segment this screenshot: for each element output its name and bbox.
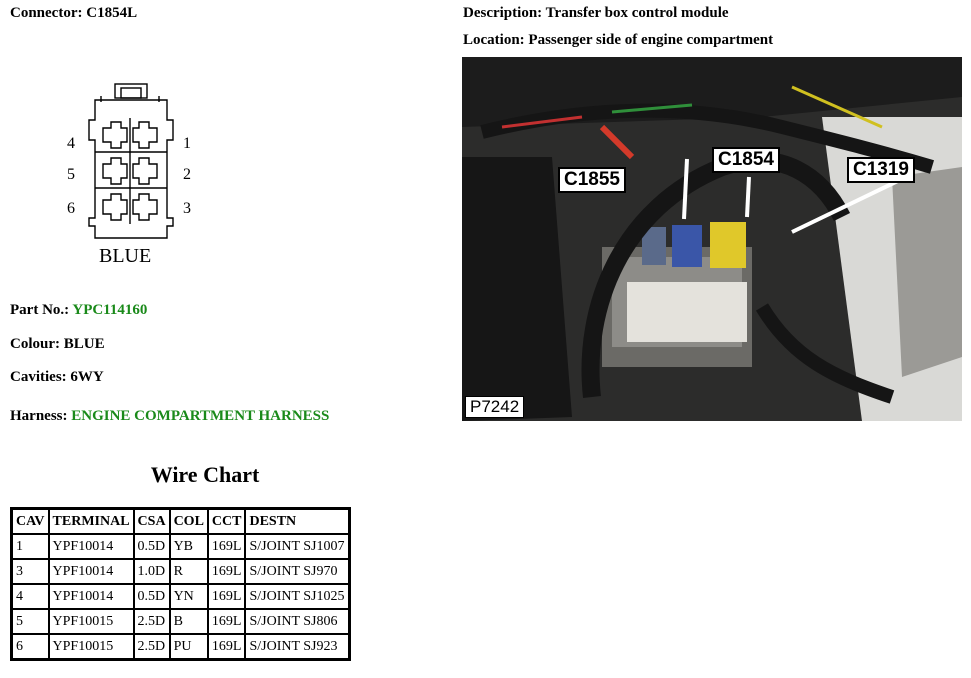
cell-col: PU — [170, 634, 208, 660]
cavities-line — [10, 369, 104, 386]
part-number-label: Part No.: — [10, 302, 70, 318]
cell-cct: 169L — [208, 559, 246, 584]
cell-cav: 1 — [12, 534, 49, 559]
colour-line — [10, 336, 105, 353]
pin-label-5: 5 — [67, 166, 75, 183]
wire-chart-title: Wire Chart — [150, 462, 260, 487]
pin-label-6: 6 — [67, 200, 75, 217]
cell-csa: 1.0D — [134, 559, 170, 584]
cell-terminal: YPF10015 — [49, 609, 134, 634]
colour-value: BLUE — [63, 336, 105, 352]
header-terminal: TERMINAL — [49, 509, 134, 535]
cavities-label: Cavities: — [10, 369, 67, 385]
callout-c1319: C1319 — [847, 157, 915, 183]
cell-terminal: YPF10014 — [49, 534, 134, 559]
connector-heading — [10, 5, 137, 22]
engine-bay-illustration — [462, 57, 962, 421]
cell-col: B — [170, 609, 208, 634]
location-line — [463, 32, 773, 49]
cell-csa: 0.5D — [134, 584, 170, 609]
pin-label-2: 2 — [183, 166, 191, 183]
description-value: Transfer box control module — [545, 5, 729, 21]
cell-col: YB — [170, 534, 208, 559]
cell-csa: 2.5D — [134, 609, 170, 634]
header-csa: CSA — [134, 509, 170, 535]
cell-csa: 2.5D — [134, 634, 170, 660]
cell-cav: 4 — [12, 584, 49, 609]
harness-line — [10, 408, 329, 425]
pin-label-1: 1 — [183, 135, 191, 152]
cell-cav: 6 — [12, 634, 49, 660]
table-row — [12, 534, 350, 559]
cell-destn: S/JOINT SJ1025 — [245, 584, 349, 609]
part-number-value: YPC114160 — [72, 302, 148, 318]
part-number-line — [10, 302, 147, 319]
cell-destn: S/JOINT SJ806 — [245, 609, 349, 634]
cell-cav: 5 — [12, 609, 49, 634]
location-photo — [462, 57, 962, 421]
cell-terminal: YPF10014 — [49, 584, 134, 609]
location-label: Location: — [463, 32, 525, 48]
colour-label: Colour: — [10, 336, 60, 352]
cavities-value: 6WY — [70, 369, 104, 385]
cell-cct: 169L — [208, 634, 246, 660]
header-col: COL — [170, 509, 208, 535]
cell-cct: 169L — [208, 584, 246, 609]
harness-label: Harness: — [10, 408, 68, 424]
description-line — [463, 5, 729, 22]
header-cct: CCT — [208, 509, 246, 535]
callout-c1854: C1854 — [712, 147, 780, 173]
wire-chart-table — [10, 507, 351, 661]
cell-cct: 169L — [208, 609, 246, 634]
pin-label-4: 4 — [67, 135, 75, 152]
connector-colour-label: BLUE — [99, 245, 152, 267]
header-destn: DESTN — [245, 509, 349, 535]
cell-cct: 169L — [208, 534, 246, 559]
connector-value: C1854L — [86, 5, 138, 21]
cell-destn: S/JOINT SJ1007 — [245, 534, 349, 559]
cell-cav: 3 — [12, 559, 49, 584]
table-header-row — [12, 509, 350, 535]
cell-terminal: YPF10015 — [49, 634, 134, 660]
callout-c1855: C1855 — [558, 167, 626, 193]
cell-destn: S/JOINT SJ923 — [245, 634, 349, 660]
cell-terminal: YPF10014 — [49, 559, 134, 584]
header-cav: CAV — [12, 509, 49, 535]
table-row — [12, 584, 350, 609]
harness-value: ENGINE COMPARTMENT HARNESS — [71, 408, 330, 424]
pin-label-3: 3 — [183, 200, 191, 217]
location-value: Passenger side of engine compartment — [528, 32, 774, 48]
photo-reference-code: P7242 — [465, 396, 524, 418]
cell-csa: 0.5D — [134, 534, 170, 559]
cell-destn: S/JOINT SJ970 — [245, 559, 349, 584]
table-row — [12, 609, 350, 634]
description-label: Description: — [463, 5, 543, 21]
cell-col: YN — [170, 584, 208, 609]
connector-face-drawing — [55, 78, 205, 273]
table-row — [12, 634, 350, 660]
connector-pinout-diagram — [55, 78, 205, 273]
cell-col: R — [170, 559, 208, 584]
table-row — [12, 559, 350, 584]
connector-label: Connector: — [10, 5, 83, 21]
